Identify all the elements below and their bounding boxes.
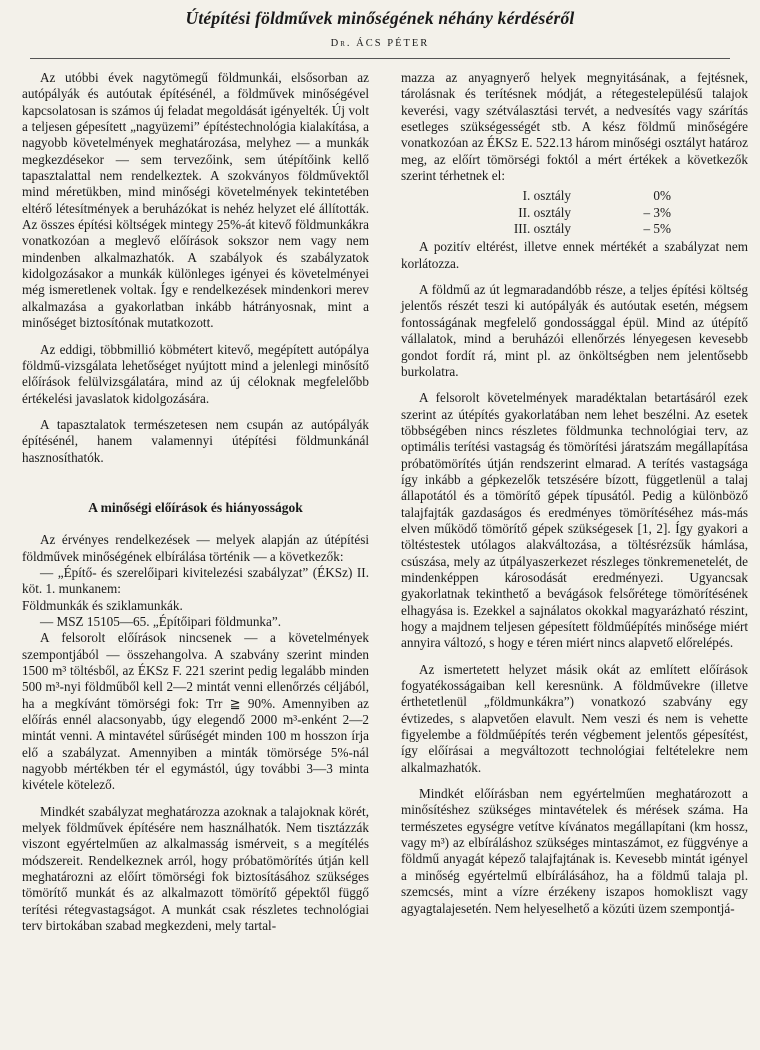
article-author: Dr. ÁCS PÉTER (330, 38, 430, 49)
paragraph: Az eddigi, többmillió köbmétert kitevő, megépített autópálya földmű-vizsgálata lehetőséget nyújtott mind a jelenlegi minősítő előírások felülvizsgálatára, mind az új céloknak megfelelőbb értékelési javaslatok kidolgozására. (22, 341, 369, 406)
paragraph: A tapasztalatok természetesen nem csupán az autópályák építésénél, hanem valamennyi útépítési földmunkánál hasznosíthatók. (22, 416, 369, 465)
list-item: Földmunkák és sziklamunkák. (22, 597, 183, 613)
list-item: — „Építő- és szerelőipari kivitelezési szabályzat” (ÉKSz) II. köt. 1. munkanem: (22, 564, 369, 597)
quality-classes-table (491, 188, 748, 237)
left-column (22, 70, 369, 935)
quality-class-row (491, 205, 671, 221)
paragraph: A felsorolt előírások nincsenek — a követelmények szempontjából — összehangolva. A szabvány szerint minden 1500 m³ töltésből, az ÉKSz F. 221 szerint pedig legalább minden 500 m³-nyi földműből kell 2—2 mintát venni ellenőrzés céljából, ha a megkívánt tömörségi fok: Trr ≧ 90%. Amennyiben az előírás ennél alacsonyabb, úgy elegendő 2000 m³-enként 2—2 mintát venni. A mintavétel sűrűségét minden 100 m hosszon írja elő a szabályzat. Amennyiben a minták tömörsége 5%-nál nagyobb mértékben tér el egymástól, úgy további 3—3 minta kivétele kötelező. (22, 630, 369, 793)
list-item: — MSZ 15105—65. „Építőipari földmunka”. (40, 613, 282, 629)
quality-class-value: 0% (653, 188, 671, 204)
quality-class-name: III. osztály (513, 221, 571, 237)
section-heading: A minőségi előírások és hiányosságok (88, 499, 303, 515)
quality-class-name: II. osztály (518, 204, 571, 220)
quality-class-row (491, 221, 671, 237)
paragraph: mazza az anyagnyerő helyek megnyitásának, a fejtésnek, tárolásnak és terítésnek módját, a rétegestelepülésű talajok keverési, vagy szétválasztási tervét, a nedvesítés vagy szárítás esetleges szükségességét stb. A kész földmű minőségére vonatkozóan az ÉKSz E. 522.13 három minőségi osztályt határoz meg, az előírt tömörségi foktól a mért értékek a következők szerint térhetnek el: (401, 70, 748, 184)
paragraph: Az ismertetett helyzet másik okát az említett előírások fogyatékosságaiban kell keresnünk. A földművekre (illetve érthetetlenül „földmunkákra”) vonatkozó szabvány egy évtizedes, s alapvetően elavult. Nem veszi és nem is vehette figyelembe a földműépítés terén végbement jelentős gépesítést, így előírásai a megváltozott technológiai feltételekre nem alkalmazhatók. (401, 661, 748, 775)
paragraph: A felsorolt követelmények maradéktalan betartásáról ezek szerint az útépítés gyakorlatában nem lehet beszélni. Az esetek többségében nincs részletes földmunka technológiai terv, az optimális terítési vastagság és tömörítési járatszám megállapítása próbatömörítés útján rendszerint elmarad. A terítés vastagsága így inkább a gépkezelők tetszésére bízott, függetlenül a talaj állapotától és a tömörítő gépek típusától. Pedig a különböző talajfajták gazdaságos és eredményes tömörítéséhez más-más elven működő tömörítő gépek szükségesek [1, 2]. Így gyakori a töltéstestek utólagos alakváltozása, a töltésrézsűk hámlása, csúszása, mely az útpályaszerkezet részleges tönkremenetelét, de mindenképpen károsodását eredményezi. Ugyancsak gyakorlatnak tekinthető a bevágások felsőrétege tömörítésének elhagyása is. Ezekkel a sajnálatos okokkal magyarázható részint, hogy a majdnem teljesen gépesített földműépítés minősége miért annyira változó, s hogy e téren miért nincs alapvető előrelépés. (401, 390, 748, 651)
quality-class-value: – 3% (643, 204, 671, 220)
paragraph: Az érvényes rendelkezések — melyek alapján az útépítési földművek minőségének elbírálása történik — a következők: (22, 532, 369, 564)
quality-class-value: – 5% (643, 221, 671, 237)
header-rule (30, 58, 730, 59)
quality-class-name: I. osztály (522, 188, 571, 204)
quality-class-row (491, 188, 671, 204)
article-title: Útépítési földművek minőségének néhány kérdéséről (185, 8, 575, 28)
paragraph: A földmű az út legmaradandóbb része, a teljes építési költség jelentős részét teszi ki autópályák és autóutak esetén, mégsem fontosságának megfelelő gondossággal épül. Mind az útépítő vállalatok, mind a beruházói ellenőrzés lényegesen kevesebb gondot fordít rá, mint pl. az önköltségben nem jelentősebb burkolatra. (401, 282, 748, 379)
paragraph: Az utóbbi évek nagytömegű földmunkái, elsősorban az autópályák és autóutak építésénél, a földművek minőségével kapcsolatosan is számos új feladat megoldását igényelték. Új volt a teljesen gépesített „nagyüzemi” építéstechnológia kialakítása, a nagyobb követelmények meghatározása, melyhez — a munkák megkezdésekor — sem tervezőink, sem útépítőink kellő tapasztalattal nem rendelkeztek. A szokványos földművektől mind méretükben, mind minőségi követelmények tekintetében eltérő létesítmények a beruházókat is nehéz helyzet elé állították. Az összes építési költségek mintegy 25%-át kitevő földmunkákra vonatkozóan a meglevő előírások sokszor nem vagy nem mindenben alkalmazhatók. A szabályok és szabályzatok kidolgozásakor a munkák különleges igényei és követelményei még ismeretlenek voltak. Így e rendelkezések mindenkori merev alkalmazása a gyakorlatban inkább hátrányosnak, mint a minőséget biztosítónak mutatkozott. (22, 70, 369, 331)
paragraph: Mindkét előírásban nem egyértelműen meghatározott a minősítéshez szükséges mintavételek és mérések száma. Ha természetes egységre vetítve kívánatos megállapítani (km hossz, vagy m³) az elbíráláshoz szükséges mintaszámot, ez függvénye a földmű anyagát képező talajfajtának is. Kevesebb mintát igényel a minőség egyértelmű elbírálásához, ha a földmű talaja pl. szemcsés, mint a vízre érzékeny iszapos homokliszt vagy agyagtalajesetén. Nem helyeselhető a közúti üzem szempontjá- (401, 786, 748, 916)
paragraph: Mindkét szabályzat meghatározza azoknak a talajoknak körét, melyek földművek építésére nem használhatók. Nem tisztázzák viszont egyértelműen az alkalmasság ismérveit, s a megítélés módszereit. Rendelkeznek arról, hogy próbatömörítés útján kell meghatározni az előírt tömörségi fok biztosításához szükséges tömörítő munkát és az alkalmazott tömörítő gépektől függő terítési rétegvastagságot. A munkát csak részletes technológiai terv birtokában szabad megkezdeni, mely tartal- (22, 803, 369, 934)
right-column (401, 70, 748, 917)
paragraph: A pozitív eltérést, illetve ennek mértékét a szabályzat nem korlátozza. (401, 239, 748, 271)
